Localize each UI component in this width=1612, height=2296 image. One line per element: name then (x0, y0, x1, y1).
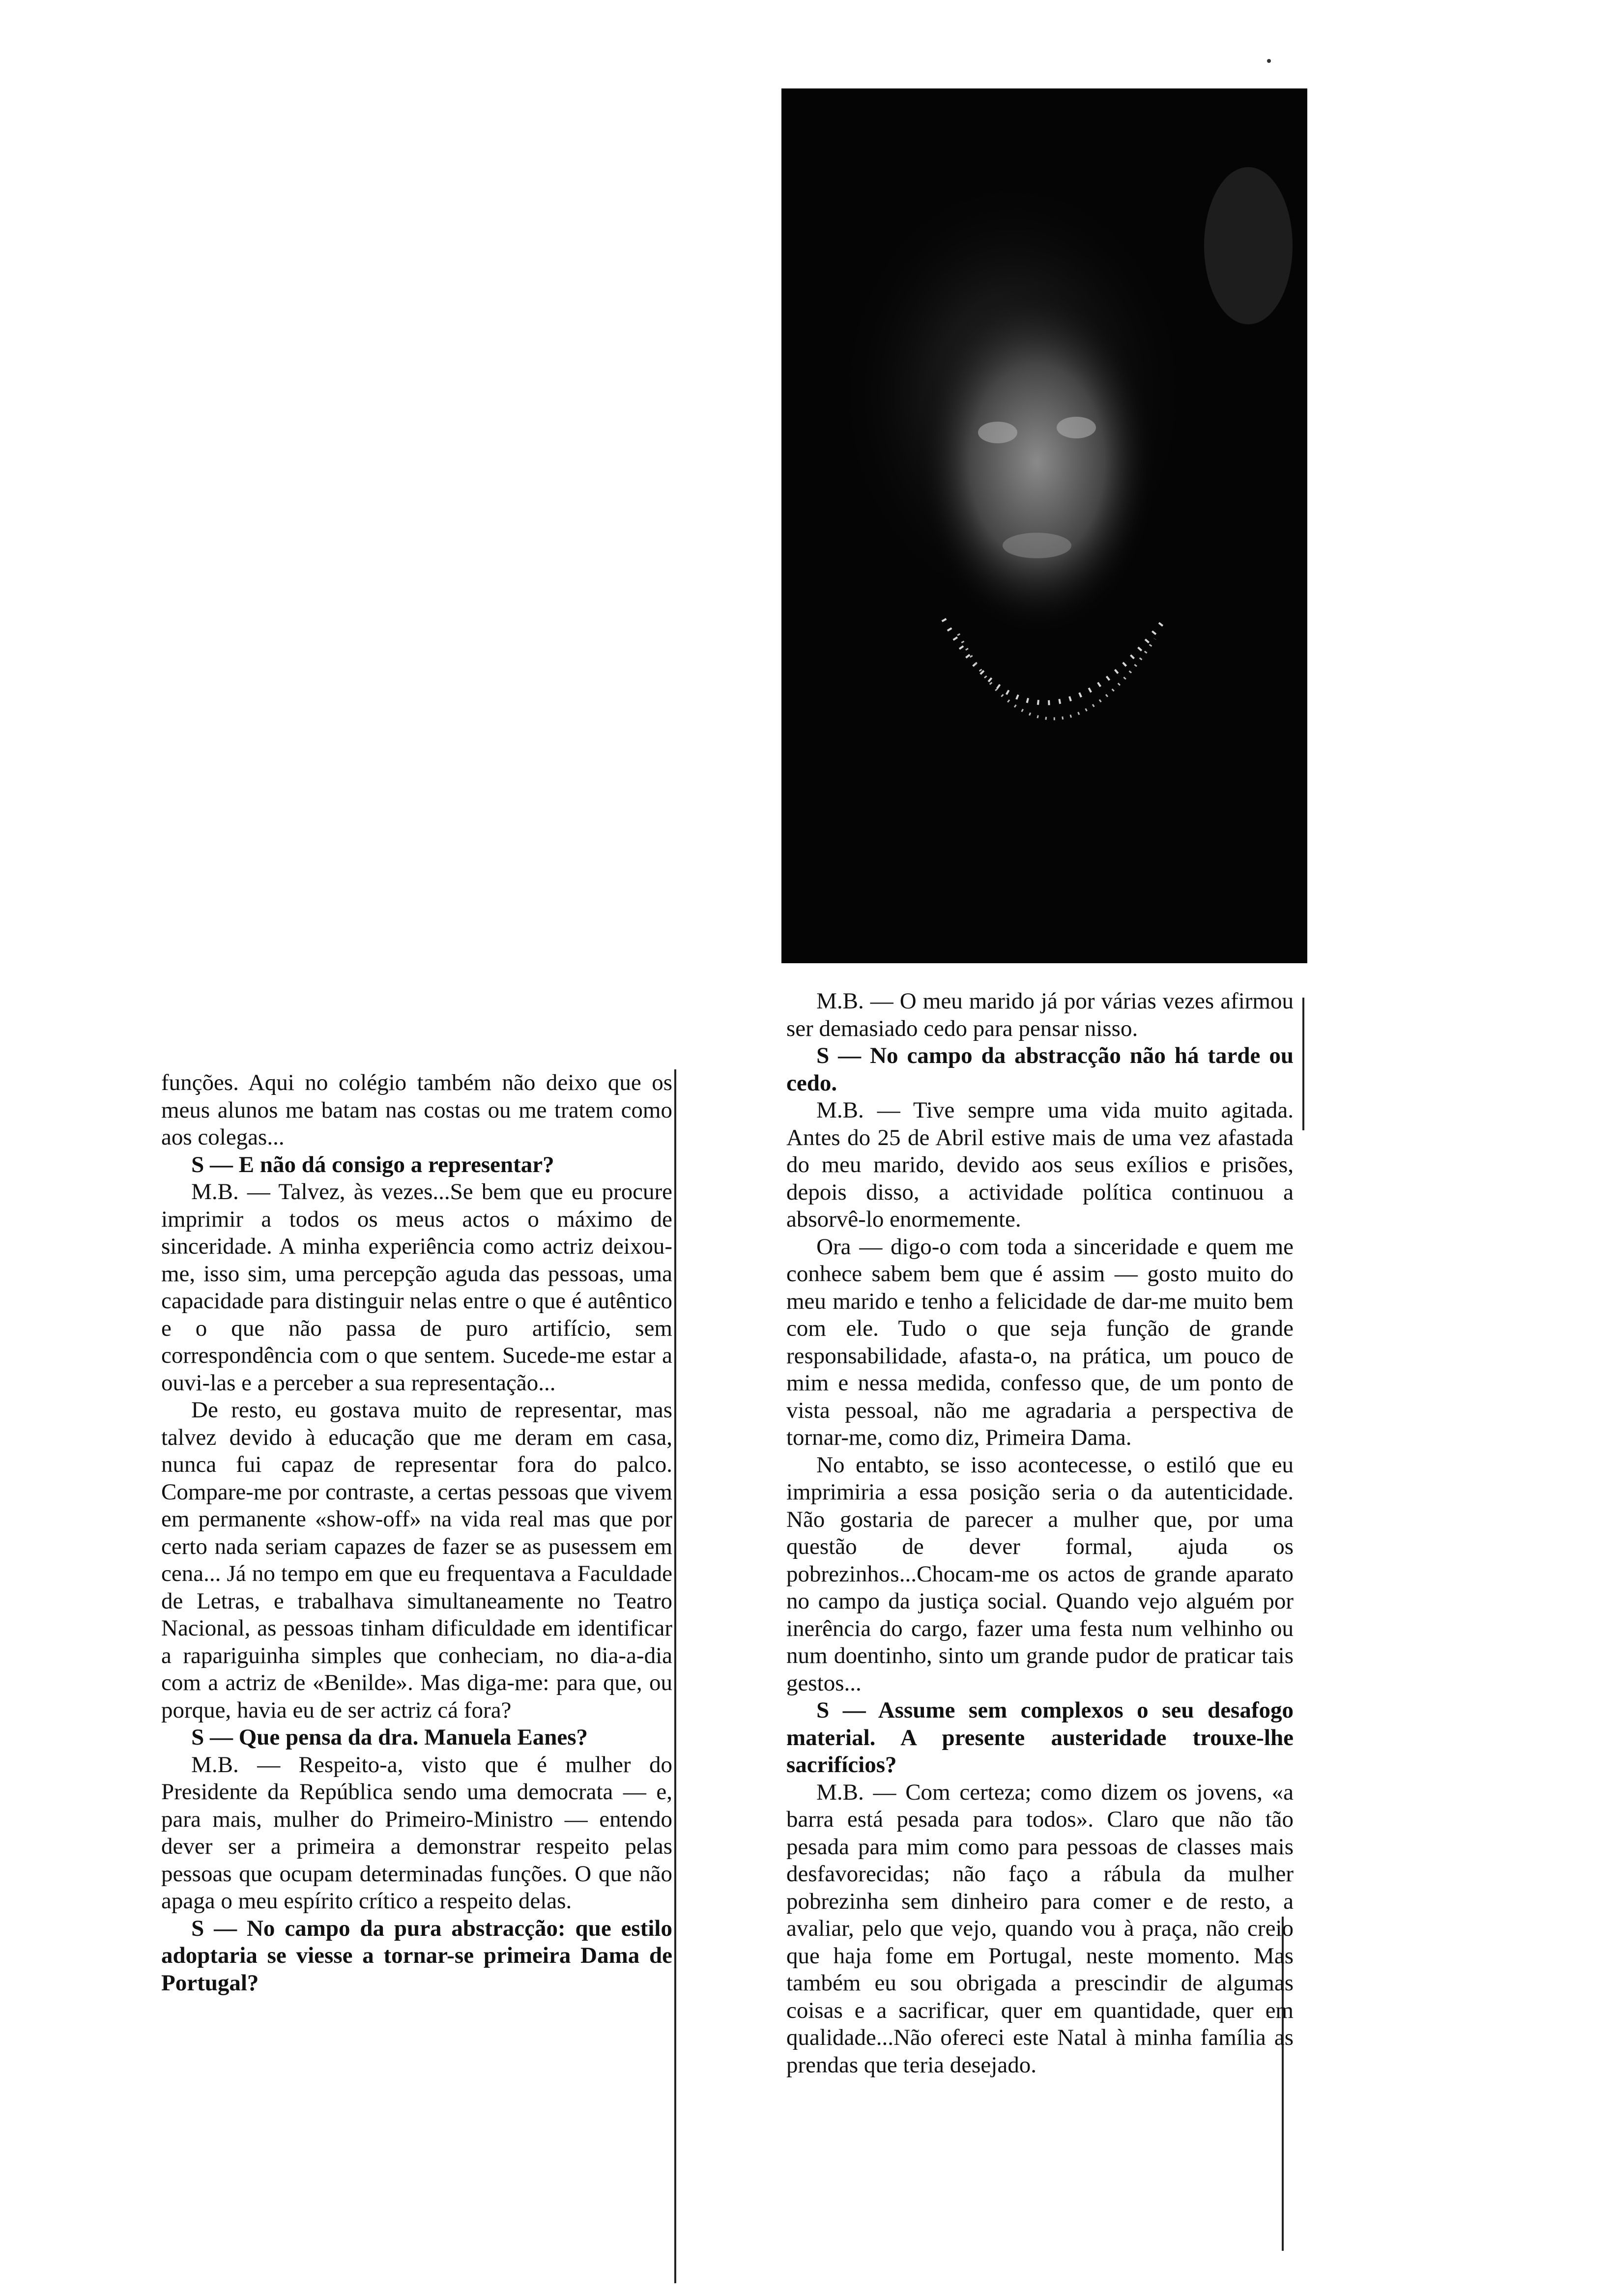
left-column-rule (674, 1069, 676, 2283)
right-paragraph-3: Ora — digo-o com toda a sinceridade e quem me conhece sabem bem que é assim — gosto muito do meu marido e tenho a felicidade de dar-me muito bem com ele. Tudo o que seja função de grande responsabilidade, afasta-o, na prática, um pouco de mim e nessa medida, confesso que, de um ponto de vista pessoal, não me agradaria a perspectiva de tornar-me, como diz, Primeira Dama. (786, 1234, 1294, 1450)
right-paragraph-1: M.B. — O meu marido já por várias vezes afirmou ser demasiado cedo para pensar nisso. (786, 988, 1294, 1041)
left-paragraph-3: De resto, eu gostava muito de representar, mas talvez devido à educação que me deram em casa, nunca fui capaz de representar fora do palco. Compare-me por contraste, a certas pessoas que vivem em permanente «show-off» na vida real mas que por certo nada seriam capazes de fazer se as pusessem em cena... Já no tempo em que eu frequentava a Faculdade de Letras, e trabalhava simultaneamente no Teatro Nacional, as pessoas tinham dificuldade em identificar a rapariguinha simples que conheciam, no dia-a-dia com a actriz de «Benilde». Mas diga-me: para que, ou porque, havia eu de ser actriz cá fora? (161, 1397, 672, 1723)
left-paragraph-4: M.B. — Respeito-a, visto que é mulher do Presidente da República sendo uma democrata — e, para mais, mulher do Primeiro-Ministro — entendo dever ser a primeira a demonstrar respeito pelas pessoas que ocupam determinadas funções. O que não apaga o meu espírito crítico a respeito delas. (161, 1751, 672, 1914)
portrait-graphic (781, 88, 1307, 963)
right-question-1: S — No campo da abstracção não há tarde ou cedo. (786, 1043, 1294, 1096)
left-question-3: S — No campo da pura abstracção: que estilo adoptaria se viesse a tornar-se primeira Dama de Portugal? (161, 1915, 672, 1996)
right-paragraph-5: M.B. — Com certeza; como dizem os jovens, «a barra está pesada para todos». Claro que não tão pesada para mim como para pessoas de classes mais desfavorecidas; não faço a rábula da mulher pobrezinha sem dinheiro para comer e de resto, a avaliar, pelo que vejo, quando vou à praça, não creio que haja fome em Portugal, neste momento. Mas também eu sou obrigada a prescindir de algumas coisas e a sacrificar, quer em quantidade, quer em qualidade...Não ofereci este Natal à minha família as prendas que teria desejado. (786, 1779, 1294, 2078)
left-question-1: S — E não dá consigo a representar? (191, 1151, 554, 1177)
right-paragraph-4: No entabto, se isso acontecesse, o estiló que eu imprimiria a essa posição seria o da autenticidade. Não gostaria de parecer a mulher que, por uma questão de dever formal, ajuda os pobrezinhos...Chocam-me os actos de grande aparato no campo da justiça social. Quando vejo alguém por inerência do cargo, fazer uma festa num velhinho ou num doentinho, sinto um grande pudor de praticar tais gestos... (786, 1452, 1294, 1696)
right-paragraph-2: M.B. — Tive sempre uma vida muito agitada. Antes do 25 de Abril estive mais de uma vez afastada do meu marido, devido aos seus exílios e prisões, depois disso, a actividade política continuou a absorvê-lo enormemente. (786, 1097, 1294, 1232)
right-column-rule-top (1302, 998, 1304, 1130)
left-paragraph-2: M.B. — Talvez, às vezes...Se bem que eu procure imprimir a todos os meus actos o máximo de sinceridade. A minha experiência como actriz deixou-me, isso sim, uma percepção aguda das pessoas, uma capacidade para distinguir nelas entre o que é autêntico e o que não passa de puro artifício, sem correspondência com o que sentem. Sucede-me estar a ouvi-las e a perceber a sua representação... (161, 1179, 672, 1396)
right-column (786, 988, 1294, 2079)
right-question-2: S — Assume sem complexos o seu desafogo material. A presente austeridade trouxe-lhe sacrifícios? (786, 1697, 1294, 1778)
left-column (161, 1069, 672, 1997)
left-question-2: S — Que pensa da dra. Manuela Eanes? (191, 1724, 588, 1750)
portrait-photo-icon (781, 88, 1307, 963)
left-paragraph-1: funções. Aqui no colégio também não deixo que os meus alunos me batam nas costas ou me tratem como aos colegas... (161, 1070, 672, 1150)
print-speck (1267, 59, 1271, 63)
